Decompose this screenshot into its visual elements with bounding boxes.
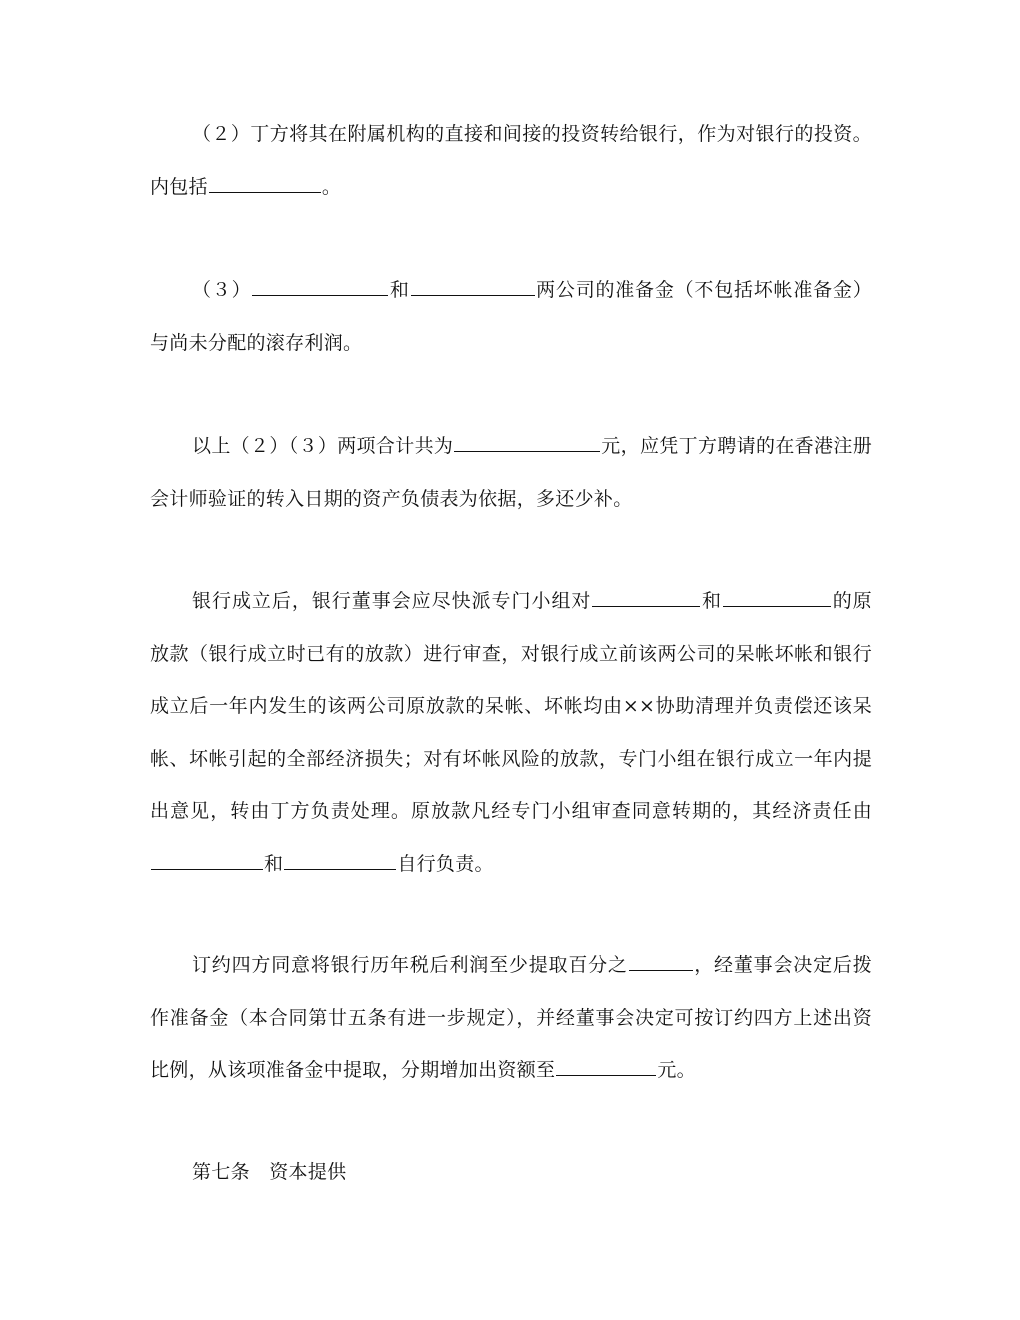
paragraph-loan-review	[150, 575, 872, 890]
text-segment: 元。	[657, 1059, 696, 1081]
text-segment: 元，应凭丁方聘请的在香港注册会计师验证的转入日期的资产负债表为依据，多还少补。	[150, 435, 872, 510]
text-segment: 和	[389, 279, 410, 301]
blank-line	[209, 173, 321, 193]
article-title: 资本提供	[269, 1161, 347, 1183]
text-segment: 和	[701, 590, 723, 612]
text-segment: 银行成立后，银行董事会应尽快派专门小组对	[192, 590, 592, 612]
article-number: 第七条	[192, 1161, 250, 1183]
text-segment: 的原放款（银行成立时已有的放款）进行审查，对银行成立前该两公司的呆帐坏帐和银行成立后一年内发生的该两公司原放款的呆帐、坏帐均由××协助清理并负责偿还该呆帐、坏帐引起的全部经济损失；对有坏帐风险的放款，专门小组在银行成立一年内提出意见，转由丁方负责处理。原放款凡经专门小组审查同意转期的，其经济责任由	[150, 590, 872, 822]
blank-line	[454, 432, 600, 452]
text-segment: 以上（２）（３）两项合计共为	[192, 435, 454, 457]
text-segment: 。	[321, 175, 342, 198]
paragraph-total-amount	[150, 420, 872, 525]
blank-line	[556, 1056, 656, 1076]
text-segment: ，经董事会决定后拨作准备金（本合同第廿五条有进一步规定），并经董事会决定可按订约四方上述出资比例，从该项准备金中提取，分期增加出资额至	[150, 954, 872, 1081]
blank-line	[284, 850, 396, 870]
blank-line	[592, 587, 700, 607]
paragraph-reserve-allocation	[150, 939, 872, 1097]
blank-line	[411, 276, 535, 296]
text-segment: （２）丁方将其在附属机构的直接和间接的投资转给银行，作为对银行的投资。内包括	[150, 123, 872, 198]
blank-line	[252, 276, 388, 296]
text-segment: 订约四方同意将银行历年税后利润至少提取百分之	[192, 954, 628, 976]
text-segment: 和	[264, 852, 284, 875]
blank-line	[629, 951, 693, 971]
text-segment: （３）	[192, 279, 252, 301]
text-segment: 两公司的准备金（不包括坏帐准备金）与尚未分配的滚存利润。	[150, 279, 872, 354]
text-segment: 自行负责。	[397, 852, 494, 875]
blank-line	[723, 587, 831, 607]
paragraph-reserve-funds	[150, 264, 872, 369]
blank-line	[151, 850, 263, 870]
paragraph-investment-transfer	[150, 108, 872, 213]
article-heading	[192, 1146, 346, 1198]
